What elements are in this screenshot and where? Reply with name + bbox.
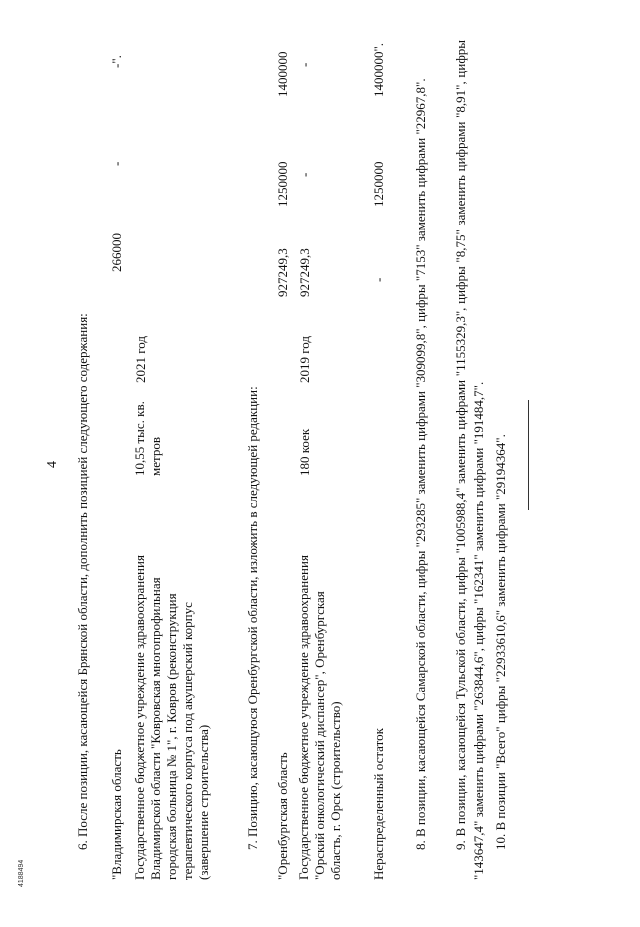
footer-code	[18, 859, 28, 927]
item8-paragraph: 8. В позиции, касающейся Самарской области, цифры "293285" заменить цифрами "309099,8", цифры "7153" заменить цифрами "22967,8".	[413, 78, 428, 850]
item6-heading: 6. После позиции, касающейся Брянской области, дополнить позицией следующего содержания:	[75, 313, 90, 850]
item7-capacity: 180 коек	[297, 428, 312, 476]
item6-year: 2021 год	[133, 336, 148, 383]
item7-year: 2019 год	[297, 336, 312, 383]
closing-rule	[528, 400, 529, 510]
item7-residual-v2: 1250000	[371, 161, 386, 207]
item6-region-label: "Владимирская область	[109, 749, 124, 880]
item7-residual-v3: 1400000".	[371, 42, 386, 97]
item7-region-label: "Оренбургская область	[275, 752, 290, 880]
item7-region-v3: 1400000	[275, 51, 290, 97]
item7-region-v2: 1250000	[275, 161, 290, 207]
item7-inst-v1: 927249,3	[297, 248, 312, 297]
footer-code-text: 4188494	[18, 859, 25, 887]
item7-residual-label: Нераспределенный остаток	[371, 728, 386, 880]
page-number: 4	[45, 461, 60, 468]
item7-region-v1: 927249,3	[275, 248, 290, 297]
item6-region-dash: -	[109, 161, 124, 166]
rotated-page	[40, 40, 600, 880]
item6-region-end: -".	[109, 55, 124, 68]
item10-paragraph: 10. В позиции "Всего" цифры "22933610,6" заменить цифрами "29194364".	[493, 434, 508, 850]
item7-residual-v1: -	[371, 277, 386, 282]
item7-inst-v3: -	[297, 62, 312, 67]
item7-inst-v2: -	[297, 172, 312, 177]
item9-paragraph: 9. В позиции, касающейся Тульской области, цифры "1005988,4" заменить цифрами "1155329,3", цифры "8,75" заменить цифрами "8,91", цифры "143647,4" заменить цифрами "263844,6", цифры "162341" заменить цифрами "191484,7".	[453, 40, 486, 880]
item7-institution: Государственное бюджетное учреждение здравоохранения "Орский онкологический диспансер", Оренбургская область, г. Орск (строительство)	[296, 555, 343, 880]
item6-capacity: 10,55 тыс. кв. метров	[132, 401, 163, 476]
item7-heading: 7. Позицию, касающуюся Оренбургской области, изложить в следующей редакции:	[245, 386, 260, 850]
item6-region-total: 266000	[109, 233, 124, 272]
item6-institution: Государственное бюджетное учреждение здравоохранения Владимирской области "Ковровская многопрофильная городская больница № 1", г. Ковров (реконструкция терапевтического корпуса под акушерский корпус (завершение строительства)	[132, 555, 211, 880]
